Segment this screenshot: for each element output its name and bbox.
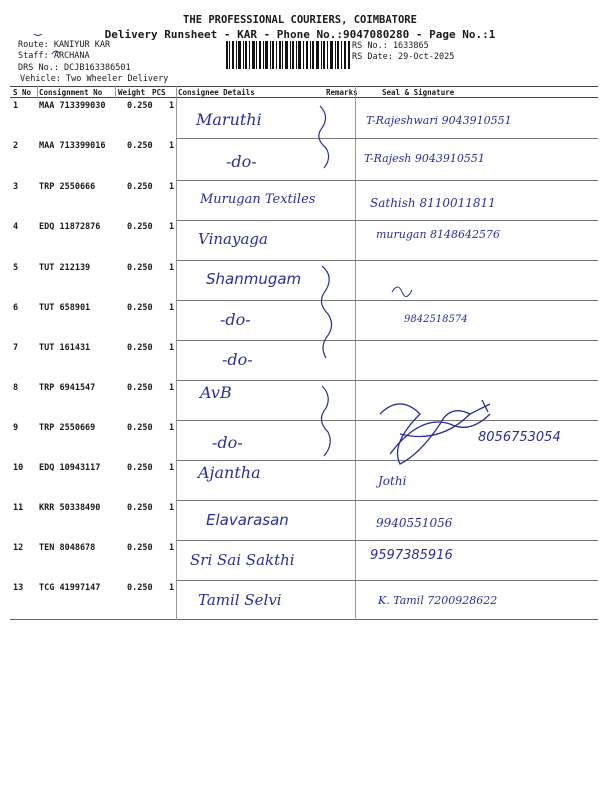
signature-mark xyxy=(390,282,414,302)
consignee-name: -do- xyxy=(212,433,243,452)
route-label: Route: KANIYUR KAR xyxy=(18,40,111,50)
consignee-name: AvB xyxy=(200,383,232,402)
signature: murugan 8148642576 xyxy=(376,228,501,241)
col-seal: Seal & Signature xyxy=(382,88,455,97)
row-consignment: TCG 41997147 xyxy=(39,583,101,593)
row-pcs: 1 xyxy=(169,101,175,111)
row-separator xyxy=(176,220,598,221)
row-pcs: 1 xyxy=(169,463,175,473)
consignee-name: Ajantha xyxy=(198,463,261,482)
row-consignment: EDQ 11872876 xyxy=(39,222,101,232)
row-consignment: TRP 2550666 xyxy=(39,182,96,192)
row-sno: 6 xyxy=(13,303,19,313)
grouping-braces xyxy=(300,100,340,620)
row-sno: 1 xyxy=(13,101,19,111)
signature: Sathish 8110011811 xyxy=(370,196,496,210)
row-separator xyxy=(176,380,598,381)
row-consignment: EDQ 10943117 xyxy=(39,463,101,473)
row-separator xyxy=(176,260,598,261)
row-weight: 0.250 xyxy=(127,263,153,273)
consignee-name: Elavarasan xyxy=(206,511,289,529)
drs-label: DRS No.: DCJB163386501 xyxy=(18,63,131,73)
row-weight: 0.250 xyxy=(127,101,153,111)
consignee-name: Murugan Textiles xyxy=(200,192,316,207)
row-consignment: MAA 713399030 xyxy=(39,101,106,111)
row-pcs: 1 xyxy=(169,383,175,393)
signature: T-Rajesh 9043910551 xyxy=(364,152,485,165)
row-separator xyxy=(176,500,598,501)
row-consignment: TEN 8048678 xyxy=(39,543,96,553)
col-divider xyxy=(115,86,116,98)
barcode-image xyxy=(226,41,350,69)
row-sno: 2 xyxy=(13,141,19,151)
col-consignee: Consignee Details xyxy=(178,88,255,97)
row-weight: 0.250 xyxy=(127,463,153,473)
consignee-name: -do- xyxy=(222,350,253,369)
row-sno: 9 xyxy=(13,423,19,433)
consignee-name: Maruthi xyxy=(196,110,262,129)
rs-no-label: RS No.: 1633865 xyxy=(352,41,429,51)
consignee-name: Vinayaga xyxy=(198,230,268,248)
row-pcs: 1 xyxy=(169,182,175,192)
row-pcs: 1 xyxy=(169,583,175,593)
row-weight: 0.250 xyxy=(127,303,153,313)
row-pcs: 1 xyxy=(169,543,175,553)
row-consignment: KRR 50338490 xyxy=(39,503,101,513)
table-header-border xyxy=(10,97,598,98)
row-sno: 10 xyxy=(13,463,24,473)
row-weight: 0.250 xyxy=(127,343,153,353)
row-weight: 0.250 xyxy=(127,423,153,433)
table-top-border xyxy=(10,86,598,87)
row-pcs: 1 xyxy=(169,222,175,232)
row-pcs: 1 xyxy=(169,141,175,151)
row-pcs: 1 xyxy=(169,263,175,273)
runsheet-subtitle: Delivery Runsheet - KAR - Phone No.:9047080280 - Page No.:1 xyxy=(104,28,496,41)
row-pcs: 1 xyxy=(169,423,175,433)
row-separator xyxy=(176,340,598,341)
row-pcs: 1 xyxy=(169,343,175,353)
row-pcs: 1 xyxy=(169,303,175,313)
signature: K. Tamil 7200928622 xyxy=(378,594,498,607)
row-sno: 12 xyxy=(13,543,24,553)
row-weight: 0.250 xyxy=(127,383,153,393)
row-separator xyxy=(176,138,598,139)
rs-date-label: RS Date: 29-Oct-2025 xyxy=(352,52,455,62)
row-weight: 0.250 xyxy=(127,141,153,151)
staff-label: Staff: ARCHANA xyxy=(18,51,90,61)
consignee-name: -do- xyxy=(226,152,257,171)
col-consignment: Consignment No xyxy=(39,88,103,97)
row-sno: 7 xyxy=(13,343,19,353)
consignee-name: Sri Sai Sakthi xyxy=(190,551,295,569)
row-consignment: TUT 161431 xyxy=(39,343,91,353)
row-separator xyxy=(176,300,598,301)
row-weight: 0.250 xyxy=(127,182,153,192)
consignee-name: -do- xyxy=(220,310,251,329)
row-weight: 0.250 xyxy=(127,583,153,593)
row-separator xyxy=(176,540,598,541)
pen-scribble xyxy=(30,30,70,70)
row-sno: 8 xyxy=(13,383,19,393)
row-consignment: MAA 713399016 xyxy=(39,141,106,151)
signature: T-Rajeshwari 9043910551 xyxy=(366,114,512,127)
row-consignment: TRP 6941547 xyxy=(39,383,96,393)
row-consignment: TUT 658901 xyxy=(39,303,91,313)
row-pcs: 1 xyxy=(169,503,175,513)
row-sno: 3 xyxy=(13,182,19,192)
row-consignment: TUT 212139 xyxy=(39,263,91,273)
signature: Jothi xyxy=(378,474,407,488)
signature: 9597385916 xyxy=(370,548,453,563)
col-weight: Weight xyxy=(118,88,146,97)
row-separator xyxy=(176,580,598,581)
row-consignment: TRP 2550669 xyxy=(39,423,96,433)
row-weight: 0.250 xyxy=(127,543,153,553)
row-sno: 5 xyxy=(13,263,19,273)
row-separator xyxy=(176,180,598,181)
vehicle-label: Vehicle: Two Wheeler Delivery xyxy=(20,74,169,84)
signature: 9940551056 xyxy=(376,516,453,530)
signature: 8056753054 xyxy=(478,430,561,445)
company-title: THE PROFESSIONAL COURIERS, COIMBATORE xyxy=(183,14,417,26)
col-divider xyxy=(37,86,38,98)
col-remarks: Remarks xyxy=(326,88,358,97)
row-weight: 0.250 xyxy=(127,503,153,513)
consignee-name: Tamil Selvi xyxy=(198,591,282,609)
row-sno: 11 xyxy=(13,503,24,513)
row-weight: 0.250 xyxy=(127,222,153,232)
col-sno: S No xyxy=(13,88,32,97)
signature: 9842518574 xyxy=(404,314,468,325)
row-sno: 4 xyxy=(13,222,19,232)
consignee-name: Shanmugam xyxy=(206,270,302,288)
row-sno: 13 xyxy=(13,583,24,593)
col-pcs: PCS xyxy=(152,88,166,97)
